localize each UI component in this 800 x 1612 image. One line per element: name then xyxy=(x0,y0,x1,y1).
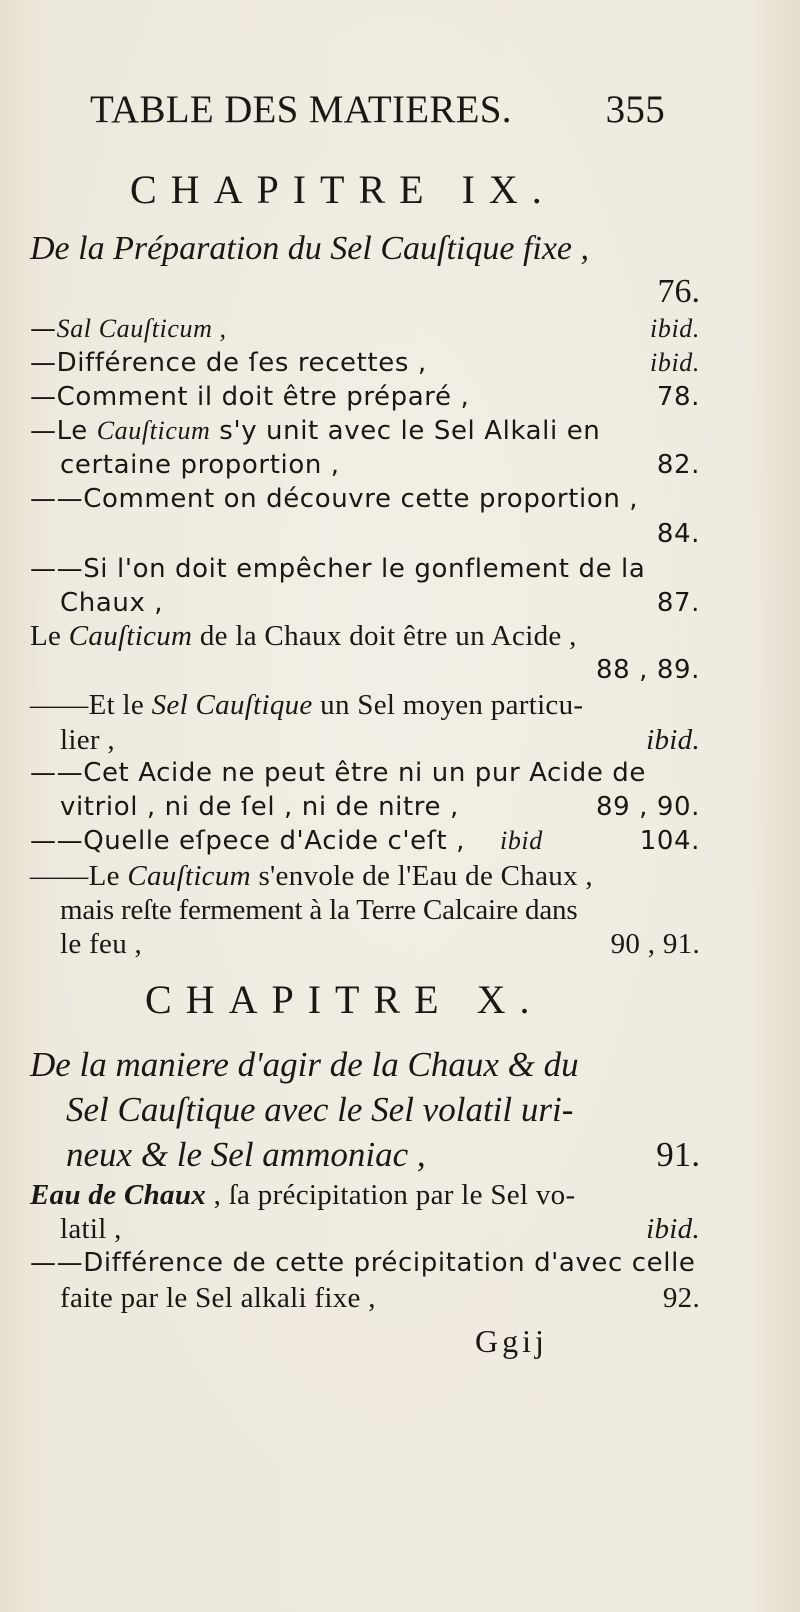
index-entry: ——Cet Acide ne peut être ni un pur Acide de xyxy=(30,758,647,788)
running-head-title: TABLE DES MATIERES. xyxy=(90,88,512,131)
index-entry-continuation: latil , ibid. xyxy=(60,1213,700,1245)
index-entry xyxy=(30,1181,700,1210)
chapter-10-heading-line-1: De la maniere d'agir de la Chaux & du xyxy=(30,1045,579,1084)
entry-italic: Eau de Chaux xyxy=(30,1179,207,1211)
entry-text: s'y unit avec le Sel Alkali en xyxy=(210,416,601,446)
entry-text: Si l'on doit empêcher le gonflement de la xyxy=(83,554,646,584)
entry-ref: 78. xyxy=(656,382,700,412)
index-entry: ——Comment on découvre cette proportion , xyxy=(30,484,639,514)
entry-text: un Sel moyen particu- xyxy=(312,689,584,721)
chapter-10-heading-ref: 91. xyxy=(656,1135,700,1174)
index-entry: —Le Cauſticum s'y unit avec le Sel Alkali en xyxy=(30,416,601,446)
entry-ref: 87. xyxy=(656,588,700,618)
entry-text: s'envole de l'Eau de Chaux , xyxy=(250,860,593,892)
index-entry-continuation: vitriol , ni de ſel , ni de nitre , 89 , 90. xyxy=(60,792,700,822)
index-entry-continuation: mais reſte fermement à la Terre Calcaire dans xyxy=(60,894,578,926)
index-entry: —Comment il doit être préparé , 78. xyxy=(30,382,700,412)
entry-italic: Sel Cauſtique xyxy=(151,689,313,721)
index-entry-continuation: faite par le Sel alkali fixe , 92. xyxy=(60,1282,700,1314)
entry-italic: Cauſticum xyxy=(96,416,211,445)
chapter-9-title: CHAPITRE IX. xyxy=(130,167,556,212)
index-entry: ——Quelle eſpece d'Acide c'eſt , ibid 104. xyxy=(30,826,700,856)
entry-ref: 84. xyxy=(656,519,700,549)
entry-text: , ſa précipitation par le Sel vo- xyxy=(206,1179,576,1211)
entry-ref: 104. xyxy=(639,826,700,856)
chapter-9-heading-ref: 76. xyxy=(657,273,700,310)
chapter-10-heading-line-2: Sel Cauſtique avec le Sel volatil uri- xyxy=(66,1090,574,1129)
entry-text: Comment on découvre cette proportion , xyxy=(83,484,639,514)
entry-ref: 90 , 91. xyxy=(610,928,700,960)
entry-ref: 82. xyxy=(656,450,700,480)
index-entry-continuation: le feu , 90 , 91. xyxy=(60,928,700,960)
entry-ref: ibid. xyxy=(646,1213,700,1245)
entry-ref: 92. xyxy=(662,1282,700,1314)
index-entry-continuation: certaine proportion , 82. xyxy=(60,450,700,480)
chapter-10-title: CHAPITRE X. xyxy=(145,977,544,1022)
entry-text: Quelle eſpece d'Acide c'eſt , xyxy=(83,826,466,856)
chapter-10-heading-line-3: neux & le Sel ammoniac , 91. xyxy=(66,1135,700,1174)
entry-ref: ibid. xyxy=(650,348,700,377)
entry-italic: Sal Cauſticum , xyxy=(56,314,227,343)
entry-ref: ibid. xyxy=(646,724,700,756)
entry-text: Différence de ſes recettes , xyxy=(56,348,427,378)
signature-mark: Ggij xyxy=(475,1323,548,1359)
index-entry: —Différence de ſes recettes , ibid. xyxy=(30,348,700,378)
entry-italic: Cauſticum xyxy=(127,860,251,892)
index-entry: —Sal Cauſticum , ibid. xyxy=(30,314,700,344)
entry-text: Cet Acide ne peut être ni un pur Acide de xyxy=(83,758,647,788)
page-text xyxy=(30,0,700,1612)
index-entry: ——Si l'on doit empêcher le gonflement de la xyxy=(30,554,646,584)
index-entry-continuation: Chaux , 87. xyxy=(60,588,700,618)
entry-text: Comment il doit être préparé , xyxy=(56,382,470,412)
index-entry-continuation: lier , ibid. xyxy=(60,724,700,756)
entry-ref: 88 , 89. xyxy=(595,655,700,685)
entry-ref-italic: ibid xyxy=(500,826,543,855)
entry-italic: Cauſticum xyxy=(68,620,193,652)
index-entry: ——Différence de cette précipitation d'avec celle xyxy=(30,1248,696,1278)
index-entry: ——Le Cauſticum s'envole de l'Eau de Chaux , xyxy=(30,860,593,892)
entry-ref: 89 , 90. xyxy=(595,792,700,822)
index-entry: Le Cauſticum de la Chaux doit être un Acide , xyxy=(30,620,577,652)
running-head xyxy=(90,90,665,129)
entry-text: Différence de cette précipitation d'avec celle xyxy=(83,1248,696,1278)
index-entry: ——Et le Sel Cauſtique un Sel moyen particu- xyxy=(30,689,584,721)
entry-ref: ibid. xyxy=(650,314,700,343)
page-number: 355 xyxy=(605,88,665,131)
entry-text: de la Chaux doit être un Acide , xyxy=(192,620,577,652)
chapter-9-heading: De la Préparation du Sel Cauſtique fixe , xyxy=(30,230,590,267)
